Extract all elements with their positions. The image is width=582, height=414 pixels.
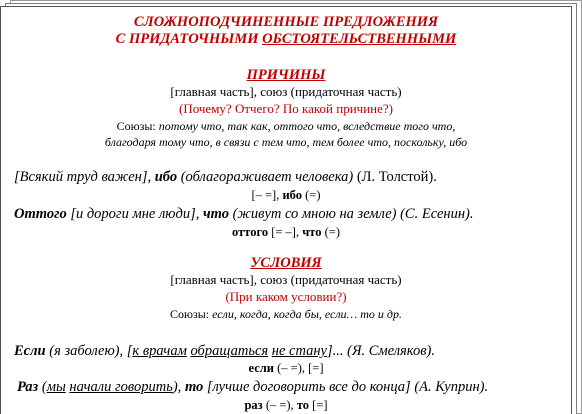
title-underlined: ОБСТОЯТЕЛЬСТВЕННЫМИ	[262, 31, 457, 47]
condition-conjunctions: Союзы: если, когда, когда бы, если… то и др.	[170, 307, 402, 321]
conj-list: потому что, так как, оттого что, вследствие того что,	[158, 119, 456, 133]
page-title-line1: СЛОЖНОПОДЧИНЕННЫЕ ПРЕДЛОЖЕНИЯ	[133, 14, 439, 30]
cause-questions: (Почему? Отчего? По какой причине?)	[179, 101, 393, 116]
section-heading-cause: ПРИЧИНЫ	[246, 67, 326, 83]
condition-scheme: [главная часть], союз (придаточная часть)	[170, 272, 402, 287]
cause-formula-2: оттого [= –], что (=)	[232, 225, 340, 239]
condition-formula-2: раз (– =), то [=]	[244, 398, 328, 412]
section-heading-condition: УСЛОВИЯ	[250, 255, 322, 271]
cause-scheme: [главная часть], союз (придаточная часть)	[170, 84, 402, 99]
condition-example-2: Раз (мы начали говорить), то [лучше договорить все до конца] (А. Куприн).	[17, 379, 489, 395]
condition-example-1: Если (я заболею), [к врачам обращаться не стану]... (Я. Смеляков).	[14, 343, 436, 359]
condition-questions: (При каком условии?)	[225, 289, 347, 304]
cause-example-1: [Всякий труд важен], ибо (облагораживает человека) (Л. Толстой).	[14, 169, 437, 185]
condition-formula-1: если (– =), [=]	[248, 361, 324, 375]
title-prefix: С ПРИДАТОЧНЫМИ	[115, 31, 263, 47]
cause-formula-1: [– =], ибо (=)	[251, 188, 321, 202]
cause-conjunctions-line1	[0, 119, 572, 134]
cause-conjunctions-line2: благодаря тому что, в связи с тем что, тем более что, поскольку, ибо	[104, 135, 468, 149]
page-title-line2	[0, 31, 572, 48]
cause-example-2: Оттого [и дороги мне люди], что (живут со мною на земле) (С. Есенин).	[14, 206, 474, 222]
conj-label: Союзы:	[116, 119, 159, 133]
document-content	[0, 6, 572, 414]
